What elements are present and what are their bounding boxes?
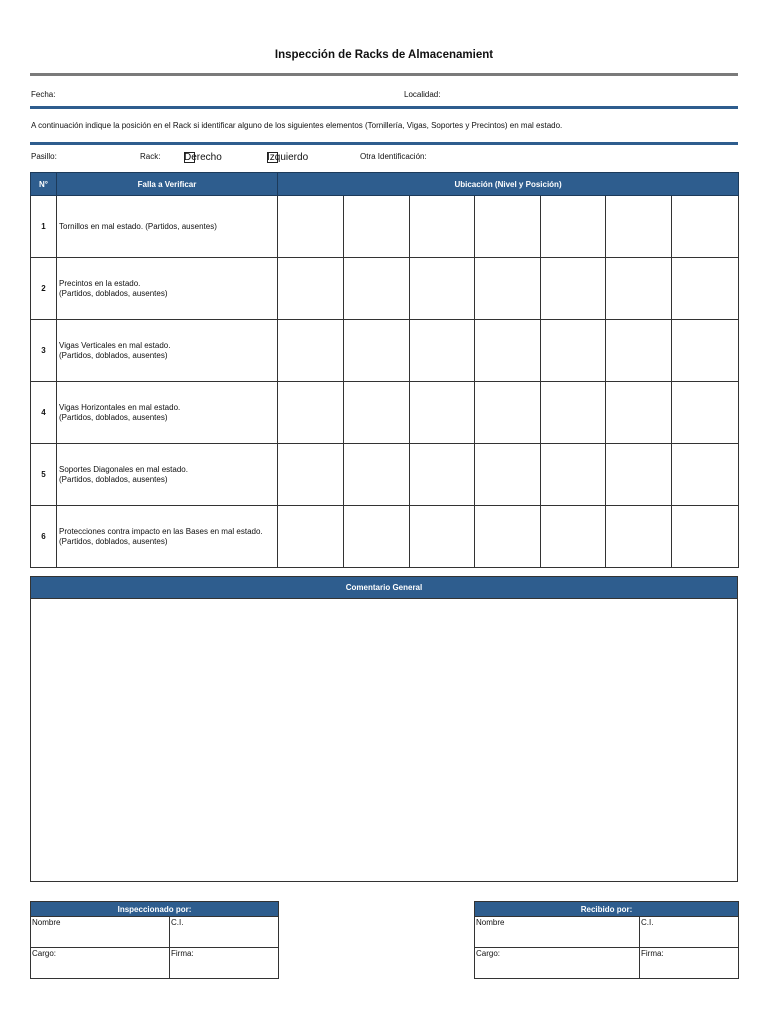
location-cell[interactable] bbox=[344, 196, 410, 258]
divider bbox=[30, 106, 738, 109]
location-cell[interactable] bbox=[672, 258, 739, 320]
location-cell[interactable] bbox=[606, 382, 672, 444]
table-row bbox=[31, 258, 739, 320]
instruction-text: A continuación indique la posición en el Rack si identificar alguno de los siguientes elementos (Tornillería, Vigas, Soportes y Precintos) en mal estado. bbox=[31, 121, 563, 130]
table-row bbox=[31, 444, 739, 506]
row-number: 1 bbox=[31, 196, 57, 258]
table-row bbox=[31, 196, 739, 258]
row-number: 3 bbox=[31, 320, 57, 382]
received-firma-field[interactable]: Firma: bbox=[640, 948, 739, 979]
comment-header: Comentario General bbox=[31, 577, 737, 599]
location-cell[interactable] bbox=[344, 382, 410, 444]
location-cell[interactable] bbox=[410, 506, 475, 568]
inspected-by-table bbox=[30, 901, 279, 979]
location-cell[interactable] bbox=[672, 444, 739, 506]
location-cell[interactable] bbox=[541, 382, 606, 444]
row-number: 4 bbox=[31, 382, 57, 444]
row-description: Vigas Verticales en mal estado. (Partidos, doblados, ausentes) bbox=[57, 320, 278, 382]
otra-identificacion-label: Otra Identificación: bbox=[360, 152, 427, 161]
inspection-table bbox=[30, 172, 739, 568]
location-cell[interactable] bbox=[541, 506, 606, 568]
row-description: Soportes Diagonales en mal estado. (Partidos, doblados, ausentes) bbox=[57, 444, 278, 506]
location-cell[interactable] bbox=[475, 382, 541, 444]
location-cell[interactable] bbox=[606, 258, 672, 320]
location-cell[interactable] bbox=[278, 382, 344, 444]
page-title: Inspección de Racks de Almacenamient bbox=[274, 49, 494, 61]
rack-label: Rack: bbox=[140, 152, 161, 161]
location-cell[interactable] bbox=[672, 320, 739, 382]
localidad-label: Localidad: bbox=[404, 90, 441, 99]
location-cell[interactable] bbox=[606, 196, 672, 258]
location-cell[interactable] bbox=[672, 382, 739, 444]
location-cell[interactable] bbox=[672, 506, 739, 568]
received-nombre-field[interactable]: Nombre bbox=[475, 917, 640, 948]
location-cell[interactable] bbox=[344, 444, 410, 506]
location-cell[interactable] bbox=[475, 320, 541, 382]
row-description: Tornillos en mal estado. (Partidos, ausentes) bbox=[57, 196, 278, 258]
inspected-ci-field[interactable]: C.I. bbox=[170, 917, 279, 948]
header-falla: Falla a Verificar bbox=[57, 173, 278, 196]
row-description: Protecciones contra impacto en las Bases en mal estado. (Partidos, doblados, ausentes) bbox=[57, 506, 278, 568]
location-cell[interactable] bbox=[672, 196, 739, 258]
received-by-header: Recibido por: bbox=[475, 902, 739, 917]
table-header-row bbox=[31, 173, 739, 196]
location-cell[interactable] bbox=[410, 196, 475, 258]
table-row bbox=[31, 320, 739, 382]
location-cell[interactable] bbox=[475, 258, 541, 320]
location-cell[interactable] bbox=[278, 444, 344, 506]
location-cell[interactable] bbox=[541, 444, 606, 506]
location-cell[interactable] bbox=[410, 382, 475, 444]
inspected-nombre-field[interactable]: Nombre bbox=[31, 917, 170, 948]
location-cell[interactable] bbox=[278, 506, 344, 568]
location-cell[interactable] bbox=[410, 444, 475, 506]
location-cell[interactable] bbox=[410, 258, 475, 320]
received-ci-field[interactable]: C.I. bbox=[640, 917, 739, 948]
location-cell[interactable] bbox=[278, 196, 344, 258]
received-by-table bbox=[474, 901, 739, 979]
row-description: Precintos en la estado. (Partidos, doblados, ausentes) bbox=[57, 258, 278, 320]
location-cell[interactable] bbox=[541, 196, 606, 258]
location-cell[interactable] bbox=[410, 320, 475, 382]
table-row bbox=[31, 382, 739, 444]
pasillo-label: Pasillo: bbox=[31, 152, 57, 161]
header-num: N° bbox=[31, 173, 57, 196]
row-number: 2 bbox=[31, 258, 57, 320]
location-cell[interactable] bbox=[606, 506, 672, 568]
comment-section[interactable] bbox=[30, 576, 738, 882]
location-cell[interactable] bbox=[475, 196, 541, 258]
location-cell[interactable] bbox=[278, 258, 344, 320]
location-cell[interactable] bbox=[344, 320, 410, 382]
location-cell[interactable] bbox=[606, 320, 672, 382]
divider bbox=[30, 142, 738, 145]
location-cell[interactable] bbox=[606, 444, 672, 506]
row-number: 6 bbox=[31, 506, 57, 568]
fecha-label: Fecha: bbox=[31, 90, 56, 99]
identification-row: Pasillo: Rack: Derecho Izquierdo Otra Identificación: bbox=[31, 152, 427, 163]
received-cargo-field[interactable]: Cargo: bbox=[475, 948, 640, 979]
location-cell[interactable] bbox=[278, 320, 344, 382]
inspected-firma-field[interactable]: Firma: bbox=[170, 948, 279, 979]
inspected-by-header: Inspeccionado por: bbox=[31, 902, 279, 917]
row-description: Vigas Horizontales en mal estado. (Partidos, doblados, ausentes) bbox=[57, 382, 278, 444]
table-row bbox=[31, 506, 739, 568]
location-cell[interactable] bbox=[344, 258, 410, 320]
location-cell[interactable] bbox=[344, 506, 410, 568]
header-ubicacion: Ubicación (Nivel y Posición) bbox=[278, 173, 739, 196]
divider bbox=[30, 73, 738, 76]
inspected-cargo-field[interactable]: Cargo: bbox=[31, 948, 170, 979]
location-cell[interactable] bbox=[541, 320, 606, 382]
location-cell[interactable] bbox=[475, 444, 541, 506]
location-cell[interactable] bbox=[475, 506, 541, 568]
location-cell[interactable] bbox=[541, 258, 606, 320]
row-number: 5 bbox=[31, 444, 57, 506]
